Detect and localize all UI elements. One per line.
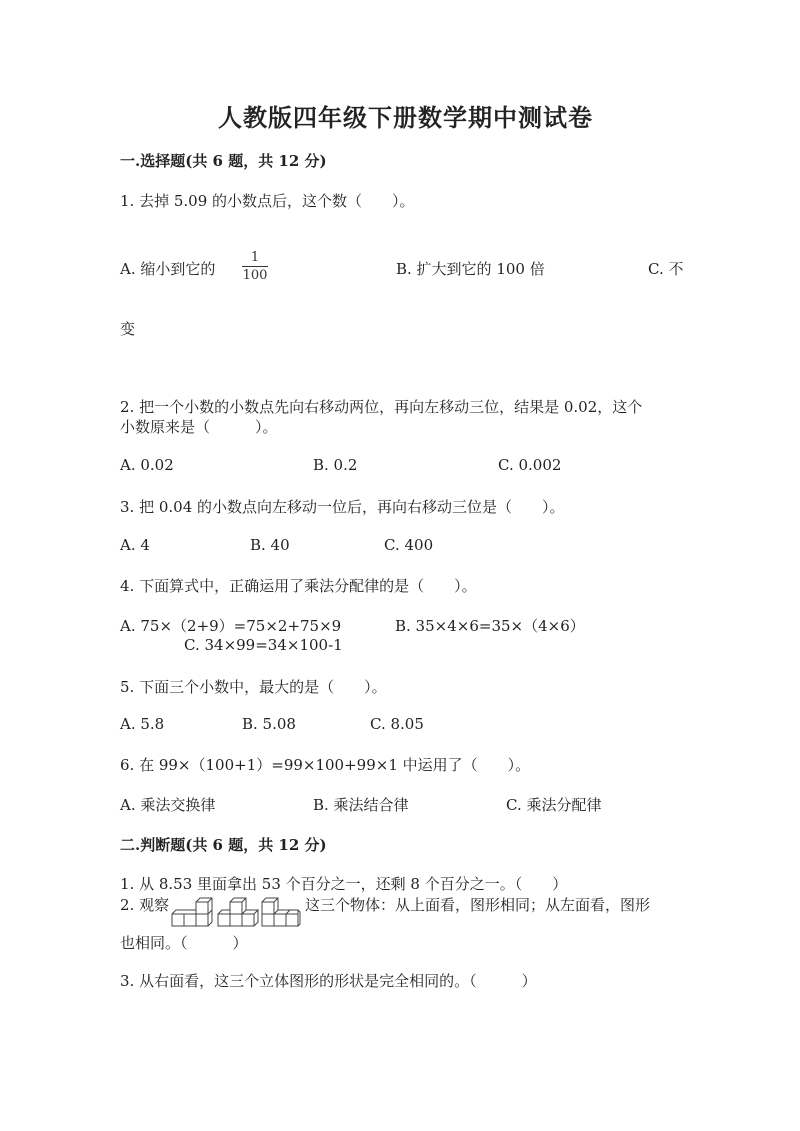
page-title: 人教版四年级下册数学期中测试卷	[218, 103, 593, 132]
judge-2-line2: 也相同。（ ）	[120, 934, 248, 952]
question-1-stem: 1. 去掉 5.09 的小数点后，这个数（ ）。	[120, 192, 415, 210]
judge-3-stem: 3. 从右面看，这三个立体图形的形状是完全相同的。（ ）	[120, 972, 537, 990]
judge-1-stem: 1. 从 8.53 里面拿出 53 个百分之一，还剩 8 个百分之一。（ ）	[120, 875, 568, 893]
question-5-option-a: A. 5.8	[120, 715, 165, 733]
judge-2-suffix: 这三个物体：从上面看，图形相同；从左面看，图形	[305, 896, 651, 914]
question-1-option-c-wrap: 变	[120, 320, 136, 338]
question-4-option-c: C. 34×99=34×100-1	[184, 636, 343, 654]
question-1-option-a: A. 缩小到它的	[120, 260, 216, 278]
fraction-denominator: 100	[242, 268, 268, 283]
question-2-option-a: A. 0.02	[120, 456, 174, 474]
question-3-option-b: B. 40	[250, 536, 290, 554]
question-4-stem: 4. 下面算式中，正确运用了乘法分配律的是（ ）。	[120, 577, 477, 595]
question-4-option-b: B. 35×4×6=35×（4×6）	[395, 617, 585, 635]
question-2-option-c: C. 0.002	[498, 456, 562, 474]
section-heading-judgement: 二.判断题(共 6 题，共 12 分)	[120, 836, 327, 854]
question-6-option-b: B. 乘法结合律	[313, 796, 409, 814]
fraction-one-hundredth	[242, 250, 268, 283]
fraction-numerator: 1	[250, 250, 260, 265]
question-6-option-a: A. 乘法交换律	[120, 796, 216, 814]
question-1-option-c: C. 不	[648, 260, 684, 278]
question-5-option-c: C. 8.05	[370, 715, 424, 733]
question-5-option-b: B. 5.08	[242, 715, 296, 733]
question-6-stem: 6. 在 99×（100+1）=99×100+99×1 中运用了（ ）。	[120, 756, 531, 774]
question-3-stem: 3. 把 0.04 的小数点向左移动一位后，再向右移动三位是（ ）。	[120, 498, 565, 516]
question-6-option-c: C. 乘法分配律	[506, 796, 602, 814]
question-4-option-a: A. 75×（2+9）=75×2+75×9	[120, 617, 342, 635]
question-1-option-b: B. 扩大到它的 100 倍	[396, 260, 545, 278]
question-2-option-b: B. 0.2	[313, 456, 358, 474]
question-3-option-a: A. 4	[120, 536, 150, 554]
fraction-bar	[242, 266, 268, 267]
cube-solids-figure-icon	[170, 896, 302, 932]
question-5-stem: 5. 下面三个小数中，最大的是（ ）。	[120, 678, 387, 696]
question-2-stem-line2: 小数原来是（ ）。	[120, 418, 278, 436]
judge-2-prefix: 2. 观察	[120, 896, 170, 914]
section-heading-choice: 一.选择题(共 6 题，共 12 分)	[120, 152, 327, 170]
question-2-stem-line1: 2. 把一个小数的小数点先向右移动两位，再向左移动三位，结果是 0.02，这个	[120, 398, 643, 416]
question-3-option-c: C. 400	[384, 536, 434, 554]
